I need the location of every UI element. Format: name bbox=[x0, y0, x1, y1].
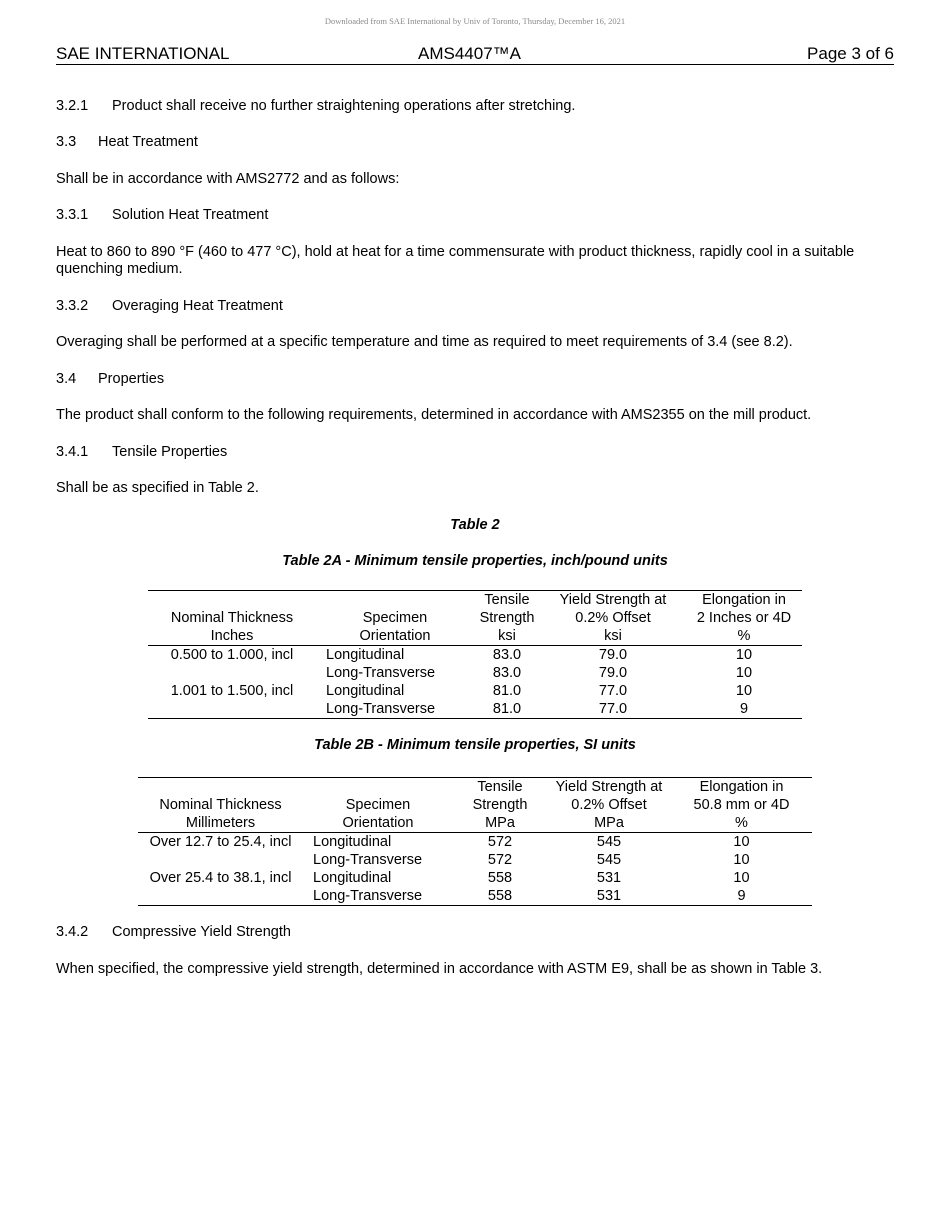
section-title: Compressive Yield Strength bbox=[112, 924, 291, 940]
thickness-cell: 1.001 to 1.500, incl bbox=[170, 683, 294, 699]
section-3-2-1 bbox=[56, 98, 896, 115]
tensile-cell: 558 bbox=[453, 887, 547, 906]
yield-cell: 545 bbox=[596, 834, 622, 850]
yield-cell: 77.0 bbox=[598, 683, 628, 699]
thickness-cell bbox=[148, 664, 316, 682]
section-title: Heat Treatment bbox=[98, 134, 198, 150]
header-cell: Elongation in bbox=[671, 778, 812, 797]
table-header-row bbox=[138, 796, 812, 814]
header-cell: Strength bbox=[472, 797, 528, 813]
table-row bbox=[148, 682, 802, 700]
thickness-cell: 0.500 to 1.000, incl bbox=[170, 647, 294, 663]
header-organization: SAE INTERNATIONAL bbox=[56, 44, 230, 63]
table-2a bbox=[148, 590, 802, 719]
section-number: 3.3.2 bbox=[56, 298, 89, 314]
header-cell: Nominal Thickness bbox=[170, 610, 294, 626]
section-number: 3.3 bbox=[56, 134, 77, 150]
section-number: 3.3.1 bbox=[56, 207, 89, 223]
orientation-cell: Longitudinal bbox=[326, 683, 405, 699]
orientation-cell: Long-Transverse bbox=[313, 852, 423, 868]
section-3-4-1-body: Shall be as specified in Table 2. bbox=[56, 480, 259, 496]
tensile-cell: 81.0 bbox=[492, 683, 522, 699]
tensile-cell: 83.0 bbox=[492, 665, 522, 681]
thickness-cell: Over 25.4 to 38.1, incl bbox=[149, 870, 292, 886]
table-header-row bbox=[148, 591, 802, 610]
header-cell: MPa bbox=[547, 814, 671, 833]
thickness-cell bbox=[138, 887, 303, 906]
elongation-cell: 10 bbox=[735, 665, 753, 681]
table-row bbox=[148, 664, 802, 682]
table-row bbox=[138, 869, 812, 887]
header-cell: Tensile bbox=[453, 778, 547, 797]
header-cell: Yield Strength at bbox=[547, 778, 671, 797]
header-cell: 50.8 mm or 4D bbox=[693, 797, 790, 813]
tensile-cell: 572 bbox=[487, 852, 513, 868]
elongation-cell: 10 bbox=[733, 834, 750, 850]
section-text: Product shall receive no further straightening operations after stretching. bbox=[112, 98, 576, 114]
orientation-cell: Longitudinal bbox=[313, 870, 392, 886]
section-number: 3.4 bbox=[56, 371, 77, 387]
tensile-cell: 81.0 bbox=[474, 700, 540, 719]
header-cell: Strength bbox=[479, 610, 535, 626]
yield-cell: 545 bbox=[596, 852, 622, 868]
header-cell: % bbox=[686, 627, 802, 646]
section-3-4-heading bbox=[56, 371, 896, 388]
table-2-title: Table 2 bbox=[450, 517, 500, 533]
header-cell: Orientation bbox=[316, 627, 474, 646]
header-cell: Yield Strength at bbox=[540, 591, 686, 610]
section-number: 3.4.1 bbox=[56, 444, 89, 460]
orientation-cell: Long-Transverse bbox=[326, 665, 436, 681]
table-row bbox=[148, 700, 802, 719]
table-row bbox=[138, 833, 812, 852]
header-cell bbox=[148, 591, 316, 610]
orientation-cell: Longitudinal bbox=[326, 647, 405, 663]
section-3-4-body: The product shall conform to the following requirements, determined in accordance with AMS2355 on the mill product. bbox=[56, 407, 812, 423]
yield-cell: 531 bbox=[547, 887, 671, 906]
header-cell: Millimeters bbox=[138, 814, 303, 833]
yield-cell: 77.0 bbox=[540, 700, 686, 719]
section-3-4-1-heading bbox=[56, 444, 896, 461]
header-cell: Orientation bbox=[303, 814, 453, 833]
table-row bbox=[148, 646, 802, 665]
thickness-cell: Over 12.7 to 25.4, incl bbox=[149, 834, 292, 850]
table-header-row bbox=[138, 814, 812, 833]
section-3-3-2-body: Overaging shall be performed at a specific temperature and time as required to meet requirements of 3.4 (see 8.2). bbox=[56, 334, 793, 350]
yield-cell: 79.0 bbox=[598, 665, 628, 681]
download-watermark: Downloaded from SAE International by Univ of Toronto, Thursday, December 16, 2021 bbox=[324, 16, 626, 26]
header-cell: Specimen bbox=[345, 797, 411, 813]
section-title: Tensile Properties bbox=[112, 444, 228, 460]
orientation-cell: Long-Transverse bbox=[316, 700, 474, 719]
header-cell: % bbox=[671, 814, 812, 833]
section-3-3-heading bbox=[56, 134, 896, 151]
thickness-cell bbox=[138, 851, 303, 869]
header-document-number: AMS4407™A bbox=[418, 44, 521, 63]
orientation-cell: Longitudinal bbox=[313, 834, 392, 850]
section-title: Properties bbox=[98, 371, 165, 387]
header-cell: Tensile bbox=[474, 591, 540, 610]
header-cell: Elongation in bbox=[686, 591, 802, 610]
header-cell bbox=[303, 778, 453, 797]
thickness-cell bbox=[148, 700, 316, 719]
header-cell: 0.2% Offset bbox=[571, 797, 647, 813]
section-3-3-body: Shall be in accordance with AMS2772 and as follows: bbox=[56, 171, 400, 187]
yield-cell: 531 bbox=[596, 870, 622, 886]
section-3-3-1-heading bbox=[56, 207, 896, 224]
header-cell: ksi bbox=[540, 627, 686, 646]
table-header-row bbox=[148, 609, 802, 627]
header-cell: MPa bbox=[453, 814, 547, 833]
header-cell: 0.2% Offset bbox=[575, 610, 651, 626]
table-header-row bbox=[138, 778, 812, 797]
table-row bbox=[138, 887, 812, 906]
section-3-4-2-body: When specified, the compressive yield strength, determined in accordance with ASTM E9, shall be as shown in Table 3. bbox=[56, 961, 823, 977]
tensile-cell: 83.0 bbox=[492, 647, 522, 663]
yield-cell: 79.0 bbox=[598, 647, 628, 663]
table-row bbox=[138, 851, 812, 869]
section-number: 3.2.1 bbox=[56, 98, 89, 114]
section-title: Overaging Heat Treatment bbox=[112, 298, 283, 314]
elongation-cell: 10 bbox=[735, 683, 753, 699]
header-cell: Inches bbox=[148, 627, 316, 646]
header-cell: Nominal Thickness bbox=[159, 797, 282, 813]
section-number: 3.4.2 bbox=[56, 924, 89, 940]
header-cell: 2 Inches or 4D bbox=[696, 610, 792, 626]
section-3-4-2-heading bbox=[56, 924, 896, 941]
table-2b bbox=[138, 777, 812, 906]
table-header-row bbox=[148, 627, 802, 646]
header-cell bbox=[138, 778, 303, 797]
header-page-number: Page 3 of 6 bbox=[807, 44, 894, 63]
page-header bbox=[56, 44, 894, 65]
section-3-3-1-body: Heat to 860 to 890 °F (460 to 477 °C), hold at heat for a time commensurate with product thickness, rapidly cool in a suitable quenching medium. bbox=[56, 244, 855, 277]
header-cell: ksi bbox=[474, 627, 540, 646]
elongation-cell: 10 bbox=[733, 870, 750, 886]
elongation-cell: 9 bbox=[686, 700, 802, 719]
header-cell: Specimen bbox=[362, 610, 428, 626]
table-2a-caption: Table 2A - Minimum tensile properties, inch/pound units bbox=[282, 553, 668, 569]
tensile-cell: 572 bbox=[487, 834, 513, 850]
elongation-cell: 9 bbox=[671, 887, 812, 906]
section-title: Solution Heat Treatment bbox=[112, 207, 269, 223]
elongation-cell: 10 bbox=[735, 647, 753, 663]
table-2b-caption: Table 2B - Minimum tensile properties, SI units bbox=[314, 737, 636, 753]
header-cell bbox=[316, 591, 474, 610]
elongation-cell: 10 bbox=[733, 852, 750, 868]
tensile-cell: 558 bbox=[487, 870, 513, 886]
orientation-cell: Long-Transverse bbox=[303, 887, 453, 906]
section-3-3-2-heading bbox=[56, 298, 896, 315]
